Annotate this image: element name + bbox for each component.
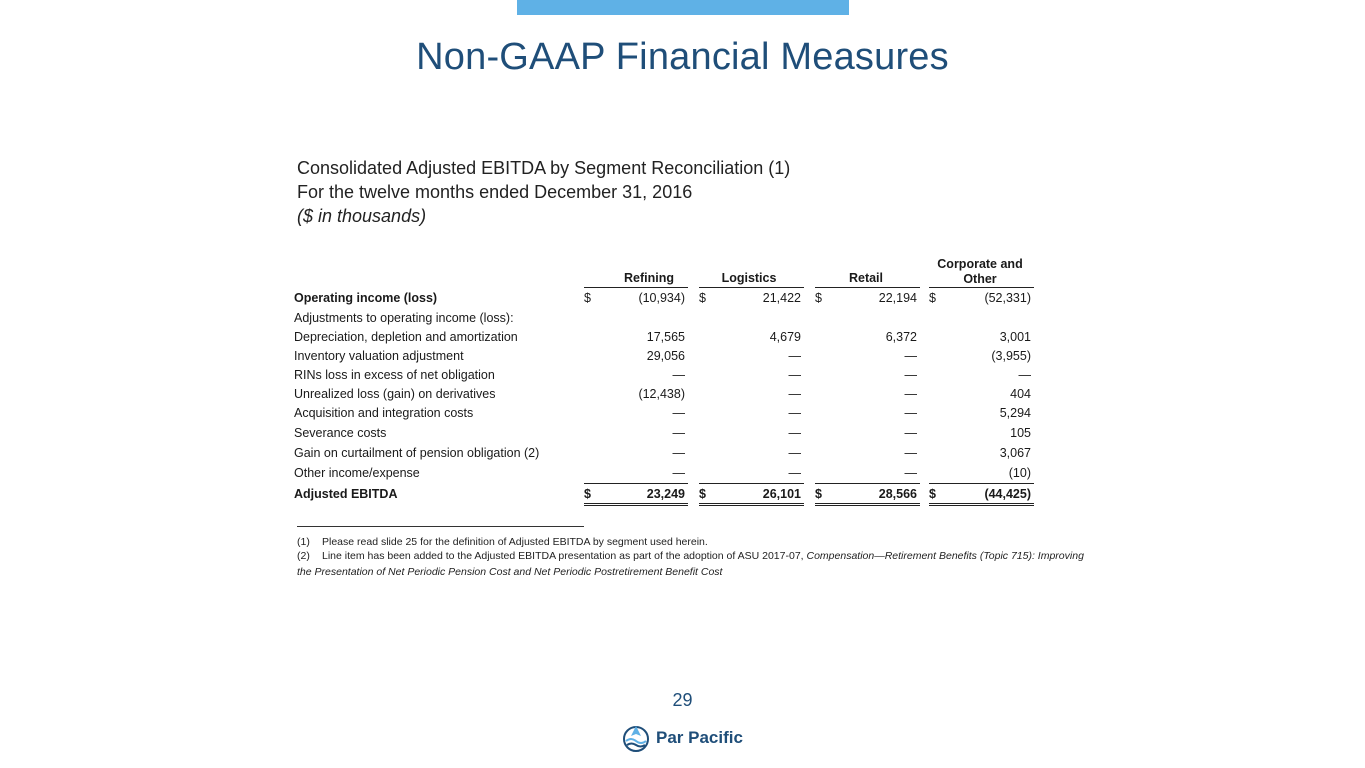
column-header-line: Logistics <box>721 271 777 285</box>
table-cell: — <box>904 387 917 401</box>
table-cell: — <box>788 368 801 382</box>
column-header-line: Corporate and <box>937 257 1023 271</box>
table-cell: — <box>788 466 801 480</box>
total-double-rule <box>815 503 920 506</box>
table-cell: — <box>904 446 917 460</box>
column-header-underline <box>699 287 804 288</box>
currency-symbol: $ <box>929 487 936 501</box>
table-cell: (52,331) <box>984 291 1031 305</box>
table-cell: 22,194 <box>878 291 917 305</box>
column-header-line: Refining <box>624 271 674 285</box>
table-cell: (12,438) <box>638 387 685 401</box>
top-accent-bar <box>517 0 849 15</box>
subtotal-rule <box>584 483 688 484</box>
report-units: ($ in thousands) <box>297 206 427 226</box>
table-cell: — <box>904 368 917 382</box>
column-header-line: Retail <box>848 271 884 285</box>
currency-symbol: $ <box>929 291 936 305</box>
currency-symbol: $ <box>815 487 822 501</box>
table-cell: — <box>672 426 685 440</box>
subtotal-rule <box>929 483 1034 484</box>
table-cell: (10,934) <box>638 291 685 305</box>
table-cell: 26,101 <box>762 487 801 501</box>
footnote-1: (1) Please read slide 25 for the definition of Adjusted EBITDA by segment used herein. <box>297 536 708 548</box>
currency-symbol: $ <box>699 291 706 305</box>
subtotal-rule <box>699 483 804 484</box>
table-cell: 28,566 <box>878 487 917 501</box>
table-cell: — <box>672 406 685 420</box>
report-period: For the twelve months ended December 31, 2016 <box>297 182 693 202</box>
table-cell: 6,372 <box>885 330 917 344</box>
table-cell: — <box>788 387 801 401</box>
footnote-2: (2) Line item has been added to the Adjusted EBITDA presentation as part of the adoption of ASU 2017-07, Compensation—Retirement Benefits (Topic 715): Improving the Presentation of Net Periodic Pension Cost and Net Periodic Postretirement Benefit Cost <box>297 550 1084 578</box>
total-double-rule <box>699 503 804 506</box>
table-cell: 29,056 <box>646 349 685 363</box>
table-cell: — <box>788 446 801 460</box>
table-cell: 105 <box>1010 426 1031 440</box>
par-pacific-logo-icon <box>622 722 650 754</box>
slide-title: Non-GAAP Financial Measures <box>416 36 949 78</box>
table-cell: — <box>672 466 685 480</box>
table-cell: — <box>904 426 917 440</box>
table-cell: — <box>904 349 917 363</box>
row-label: Unrealized loss (gain) on derivatives <box>294 387 496 401</box>
row-label: Depreciation, depletion and amortization <box>294 330 518 344</box>
column-header <box>806 271 926 286</box>
column-header-underline <box>584 287 688 288</box>
table-cell: 404 <box>1010 387 1031 401</box>
report-title: Consolidated Adjusted EBITDA by Segment Reconciliation (1) <box>297 158 791 178</box>
row-label: Adjusted EBITDA <box>294 487 398 501</box>
subtotal-rule <box>815 483 920 484</box>
table-cell: 21,422 <box>762 291 801 305</box>
table-cell: — <box>1018 368 1031 382</box>
currency-symbol: $ <box>584 291 591 305</box>
table-cell: — <box>904 466 917 480</box>
row-label: Acquisition and integration costs <box>294 406 474 420</box>
total-double-rule <box>929 503 1034 506</box>
currency-symbol: $ <box>584 487 591 501</box>
column-header <box>920 257 1040 287</box>
company-logo <box>622 721 743 755</box>
table-cell: 23,249 <box>646 487 685 501</box>
table-cell: (3,955) <box>991 349 1031 363</box>
table-cell: (44,425) <box>984 487 1031 501</box>
row-label: Inventory valuation adjustment <box>294 349 464 363</box>
table-cell: — <box>672 368 685 382</box>
table-cell: 3,067 <box>999 446 1031 460</box>
row-label: Operating income (loss) <box>294 291 438 305</box>
column-header <box>689 271 809 286</box>
row-label: Severance costs <box>294 426 387 440</box>
page-number: 29 <box>672 690 693 710</box>
logo-text: Par Pacific <box>656 728 743 747</box>
table-cell: — <box>788 406 801 420</box>
column-header-underline <box>929 287 1034 288</box>
column-header-line: Other <box>963 272 997 286</box>
table-cell: 17,565 <box>646 330 685 344</box>
table-cell: — <box>788 426 801 440</box>
table-cell: (10) <box>1008 466 1031 480</box>
row-label: Gain on curtailment of pension obligation (2) <box>294 446 540 460</box>
total-double-rule <box>584 503 688 506</box>
table-cell: — <box>904 406 917 420</box>
currency-symbol: $ <box>815 291 822 305</box>
row-label: Adjustments to operating income (loss): <box>294 311 514 325</box>
table-cell: — <box>788 349 801 363</box>
row-label: RINs loss in excess of net obligation <box>294 368 495 382</box>
table-cell: 3,001 <box>999 330 1031 344</box>
table-cell: — <box>672 446 685 460</box>
table-cell: 5,294 <box>999 406 1031 420</box>
row-label: Other income/expense <box>294 466 420 480</box>
footnote-divider <box>297 526 584 527</box>
currency-symbol: $ <box>699 487 706 501</box>
table-cell: 4,679 <box>769 330 801 344</box>
column-header-underline <box>815 287 920 288</box>
